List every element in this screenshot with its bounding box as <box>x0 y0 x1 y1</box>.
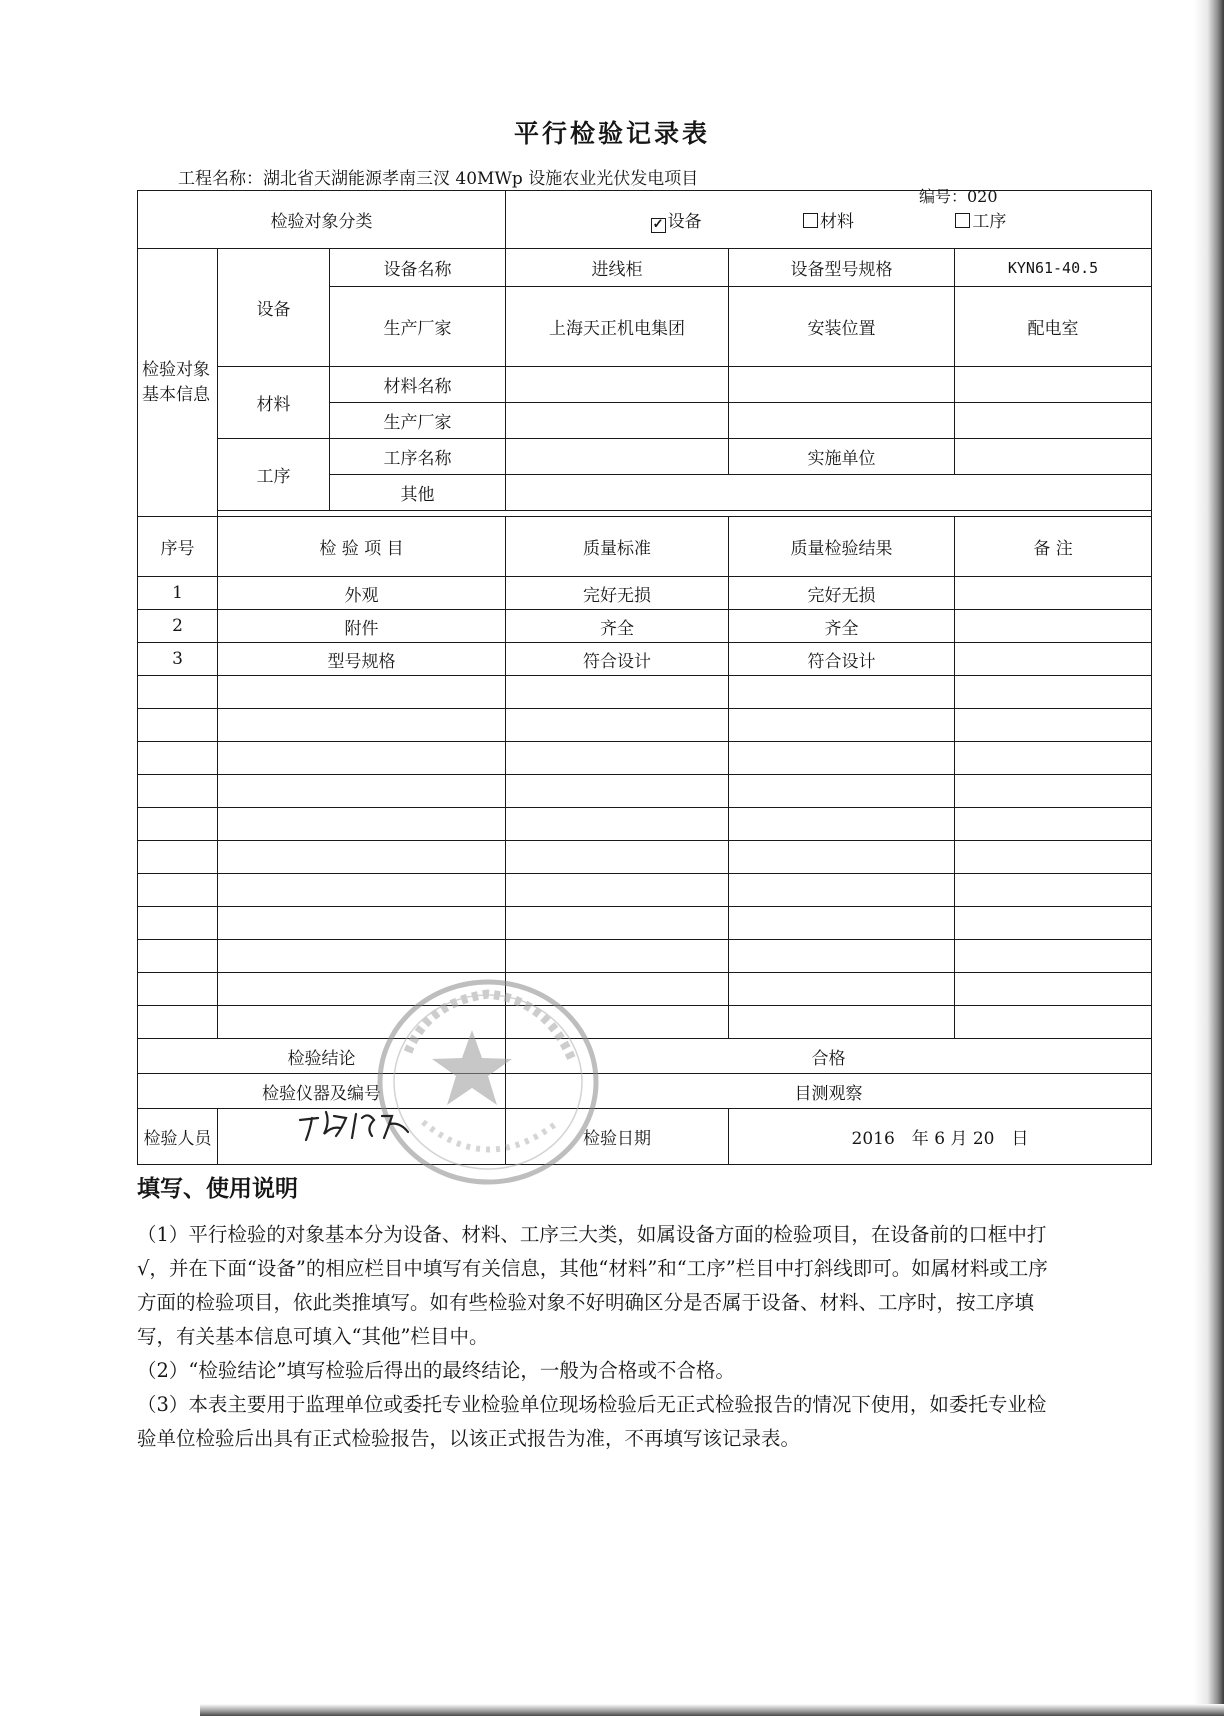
inspector-signature <box>296 1106 426 1144</box>
material-cell <box>729 367 955 403</box>
notes-body <box>137 1218 1057 1456</box>
table-row: 1 外观 完好无损 完好无损 <box>138 577 1152 610</box>
table-row <box>138 1006 1152 1039</box>
table-row <box>138 676 1152 709</box>
table-row <box>138 775 1152 808</box>
equipment-group-label: 设备 <box>218 249 330 367</box>
material-name-value <box>506 367 729 403</box>
scan-bottom-shadow <box>200 1704 1224 1716</box>
header-item: 检 验 项 目 <box>218 517 506 577</box>
notes-title: 填写、使用说明 <box>137 1176 298 1202</box>
process-group-label: 工序 <box>218 439 330 511</box>
checkbox-equipment-icon[interactable]: ✓ <box>651 218 666 233</box>
equipment-name-label: 设备名称 <box>330 249 506 287</box>
category-options <box>506 191 1152 249</box>
header-no: 序号 <box>138 517 218 577</box>
process-name-label: 工序名称 <box>330 439 506 475</box>
header-remark: 备 注 <box>955 517 1152 577</box>
note-paragraph: （1）平行检验的对象基本分为设备、材料、工序三大类，如属设备方面的检验项目，在设备前的口框中打√，并在下面“设备”的相应栏目中填写有关信息，其他“材料”和“工序”栏目中打斜线即可。如属材料或工序方面的检验项目，依此类推填写。如有些检验对象不好明确区分是否属于设备、材料、工序时，按工序填写，有关基本信息可填入“其他”栏目中。 <box>137 1223 1048 1348</box>
equipment-location-value: 配电室 <box>955 287 1152 367</box>
instrument-value: 目测观察 <box>506 1074 1152 1109</box>
date-label: 检验日期 <box>506 1109 729 1165</box>
table-row <box>138 742 1152 775</box>
equipment-model-value: KYN61-40.5 <box>955 249 1152 287</box>
instrument-label: 检验仪器及编号 <box>138 1074 506 1109</box>
note-paragraph: （2）“检验结论”填写检验后得出的最终结论，一般为合格或不合格。 <box>137 1359 735 1382</box>
inspector-label: 检验人员 <box>138 1109 218 1165</box>
serial-number: 编号：020 <box>919 187 998 206</box>
category-label: 检验对象分类 <box>138 191 506 249</box>
material-group-label: 材料 <box>218 367 330 439</box>
process-other-value <box>506 475 1152 511</box>
scan-edge-shadow <box>1194 0 1224 1716</box>
table-row <box>138 841 1152 874</box>
page-title: 平行检验记录表 <box>513 119 710 148</box>
equipment-model-label: 设备型号规格 <box>729 249 955 287</box>
equipment-name-value: 进线柜 <box>506 249 729 287</box>
table-row <box>138 940 1152 973</box>
project-name: 工程名称：湖北省天湖能源孝南三汊 40MWp 设施农业光伏发电项目 <box>178 169 699 189</box>
items-header-row <box>138 517 1152 577</box>
option-material[interactable]: 材料 <box>803 207 854 232</box>
equipment-maker-label: 生产厂家 <box>330 287 506 367</box>
category-row <box>138 191 1152 249</box>
conclusion-value: 合格 <box>506 1039 1152 1074</box>
table-row: 3 型号规格 符合设计 符合设计 <box>138 643 1152 676</box>
checkbox-material-icon[interactable] <box>803 213 818 228</box>
date-value: 2016 年 6 月 20 日 <box>729 1109 1152 1165</box>
option-process[interactable]: 工序 <box>955 207 1006 232</box>
material-cell <box>729 403 955 439</box>
header-result: 质量检验结果 <box>729 517 955 577</box>
material-maker-value <box>506 403 729 439</box>
process-unit-value <box>955 439 1152 475</box>
inspection-form-table <box>137 190 1152 1165</box>
equipment-location-label: 安装位置 <box>729 287 955 367</box>
table-row <box>138 709 1152 742</box>
table-row <box>138 907 1152 940</box>
material-name-label: 材料名称 <box>330 367 506 403</box>
option-equipment[interactable]: ✓ 设备 <box>651 207 702 233</box>
material-maker-label: 生产厂家 <box>330 403 506 439</box>
instrument-row <box>138 1074 1152 1109</box>
equipment-maker-value: 上海天正机电集团 <box>506 287 729 367</box>
table-row <box>138 874 1152 907</box>
note-paragraph: （3）本表主要用于监理单位或委托专业检验单位现场检验后无正式检验报告的情况下使用，如委托专业检验单位检验后出具有正式检验报告，以该正式报告为准，不再填写该记录表。 <box>137 1393 1047 1450</box>
process-name-value <box>506 439 729 475</box>
table-row <box>138 808 1152 841</box>
conclusion-row <box>138 1039 1152 1074</box>
material-cell <box>955 367 1152 403</box>
material-cell <box>955 403 1152 439</box>
inspector-row <box>138 1109 1152 1165</box>
process-unit-label: 实施单位 <box>729 439 955 475</box>
conclusion-label: 检验结论 <box>138 1039 506 1074</box>
process-other-label: 其他 <box>330 475 506 511</box>
basic-info-label: 检验对象基本信息 <box>138 249 218 517</box>
table-row <box>138 973 1152 1006</box>
table-row: 2 附件 齐全 齐全 <box>138 610 1152 643</box>
checkbox-process-icon[interactable] <box>955 213 970 228</box>
header-standard: 质量标准 <box>506 517 729 577</box>
